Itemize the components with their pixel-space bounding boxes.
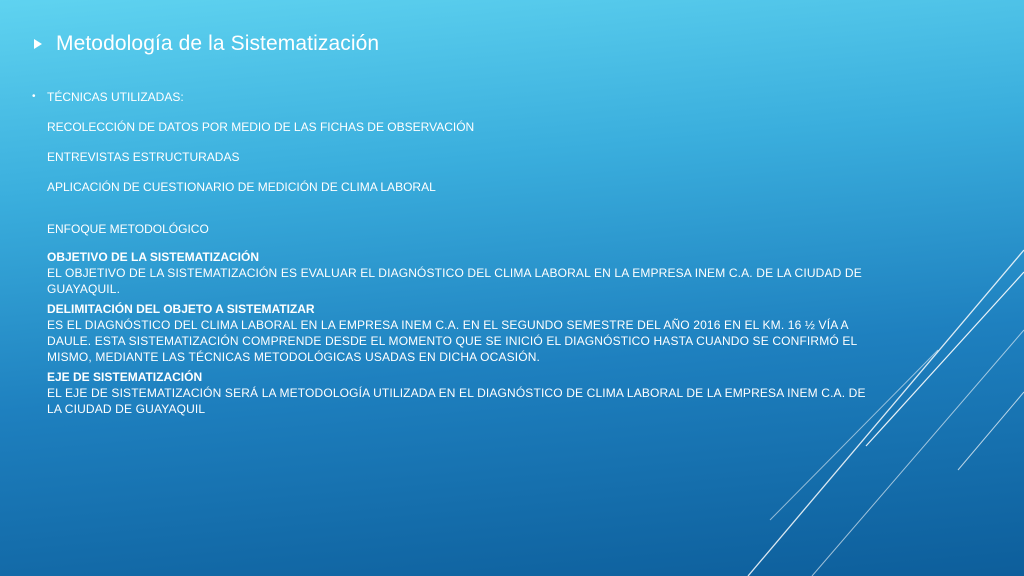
slide-title: Metodología de la Sistematización <box>56 32 380 55</box>
section-body: EL OBJETIVO DE LA SISTEMATIZACIÓN ES EVALUAR EL DIAGNÓSTICO DEL CLIMA LABORAL EN LA EMPRESA INEM C.A. DE LA CIUDAD DE GUAYAQUIL. <box>47 266 862 296</box>
tecnica-item: ENTREVISTAS ESTRUCTURADAS <box>47 150 240 164</box>
section-body: EL EJE DE SISTEMATIZACIÓN SERÁ LA METODOLOGÍA UTILIZADA EN EL DIAGNÓSTICO DE CLIMA LABORAL DE LA EMPRESA INEM C.A. DE LA CIUDAD DE GUAYAQUIL <box>47 386 866 416</box>
bullet-tecnicas <box>32 89 877 105</box>
title-row <box>34 32 379 56</box>
triangle-bullet-icon <box>34 39 42 49</box>
section-body: ES EL DIAGNÓSTICO DEL CLIMA LABORAL EN LA EMPRESA INEM C.A. EN EL SEGUNDO SEMESTRE DEL AÑO 2016 EN EL KM. 16 ½ VÍA A DAULE. ESTA SISTEMATIZACIÓN COMPRENDE DESDE EL MOMENTO QUE SE INICIÓ EL DIAGNÓSTICO HASTA CUANDO SE CONFIRMÓ EL MISMO, MEDIANTE LAS TÉCNICAS METODOLÓGICAS USADAS EN DICHA OCASIÓN. <box>47 318 857 364</box>
section-eje <box>47 369 877 417</box>
deco-line-4 <box>958 392 1024 470</box>
section-objetivo <box>47 249 877 297</box>
section-delimitacion <box>47 301 877 365</box>
tecnica-item: APLICACIÓN DE CUESTIONARIO DE MEDICIÓN DE CLIMA LABORAL <box>47 180 436 194</box>
slide-content <box>32 89 877 417</box>
bullet-dot-icon: • <box>32 91 36 102</box>
tecnica-item: RECOLECCIÓN DE DATOS POR MEDIO DE LAS FICHAS DE OBSERVACIÓN <box>47 120 475 134</box>
tecnicas-label: TÉCNICAS UTILIZADAS: <box>47 90 184 104</box>
section-heading: EJE DE SISTEMATIZACIÓN <box>47 370 203 384</box>
section-heading: OBJETIVO DE LA SISTEMATIZACIÓN <box>47 250 260 264</box>
enfoque-label: ENFOQUE METODOLÓGICO <box>47 222 209 236</box>
section-heading: DELIMITACIÓN DEL OBJETO A SISTEMATIZAR <box>47 302 315 316</box>
